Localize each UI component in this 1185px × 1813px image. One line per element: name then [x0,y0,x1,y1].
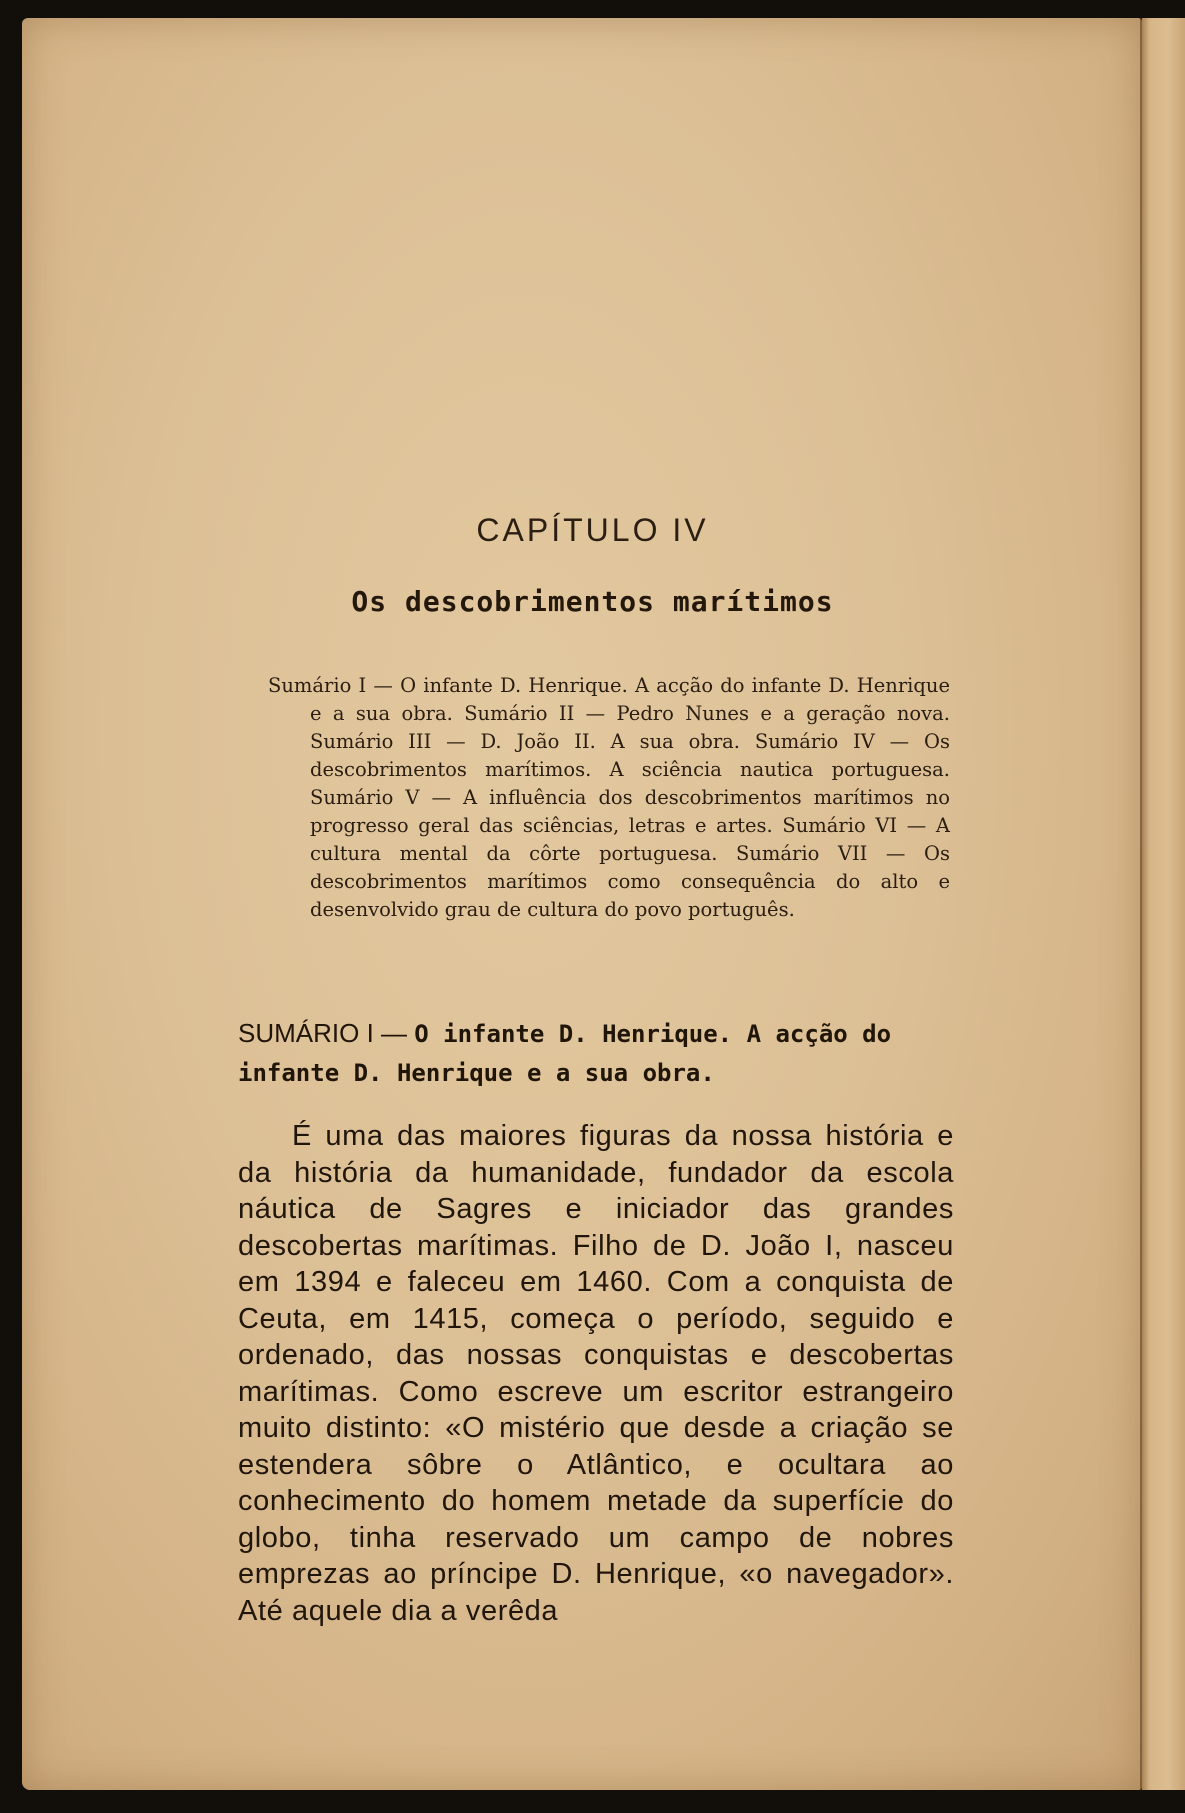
section-heading [238,1014,958,1092]
body-paragraph [238,1118,954,1629]
section-heading-label: SUMÁRIO I — [238,1018,415,1048]
chapter-title: Os descobrimentos marítimos [351,585,834,618]
chapter-summary [268,672,950,924]
section-heading-title: O infante D. Henrique. A acção do infante D. Henrique e a sua obra. [238,1020,892,1087]
body-paragraph-text: É uma das maiores figuras da nossa história e da história da humanidade, fundador da escola náutica de Sagres e iniciador das grandes descobertas marítimas. Filho de D. João I, nasceu em 1394 e faleceu em 1460. Com a conquista de Ceuta, em 1415, começa o período, seguido e ordenado, das nossas conquistas e descobertas marítimas. Como escreve um escritor estrangeiro muito distinto: «O mistério que desde a criação se estendera sôbre o Atlântico, e ocultara ao conhecimento do homem metade da superfície do globo, tinha reservado um campo de nobres emprezas ao príncipe D. Henrique, «o navegador». Até aquele dia a verêda [238,1120,954,1627]
adjacent-page-edge [1142,18,1185,1790]
summary-text: Sumário I — O infante D. Henrique. A acção do infante D. Henrique e a sua obra. Sumário II — Pedro Nunes e a geração nova. Sumário III — D. João II. A sua obra. Sumário IV — Os descobrimentos marítimos. A sciência nautica portuguesa. Sumário V — A influência dos descobrimentos marítimos no progresso geral das sciências, letras e artes. Sumário VI — A cultura mental da côrte portuguesa. Sumário VII — Os descobrimentos marítimos como consequência do alto e desenvolvido grau de cultura do povo português. [268,674,950,921]
chapter-label: CAPÍTULO IV [476,512,709,548]
